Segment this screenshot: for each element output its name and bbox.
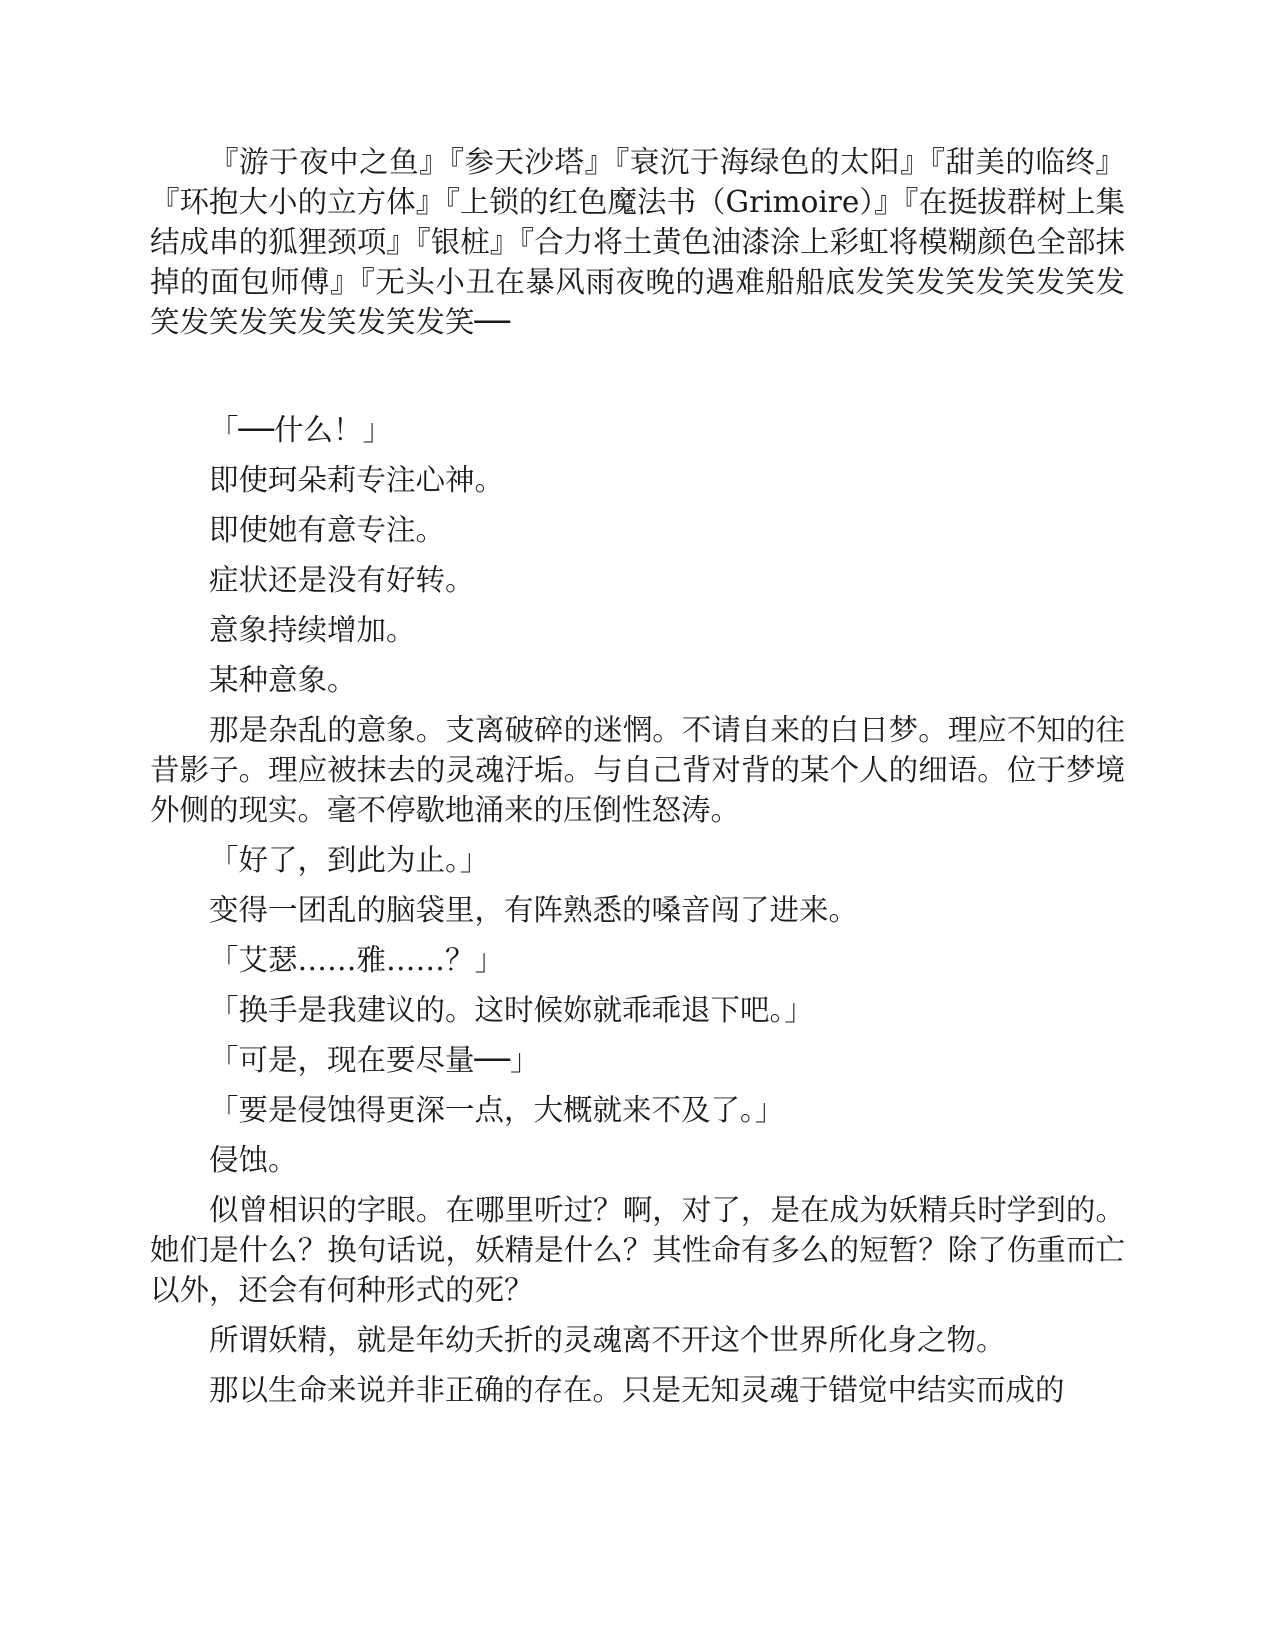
paragraph: 症状还是没有好转。 (209, 563, 475, 597)
paragraph: 意象持续增加。 (209, 613, 416, 647)
paragraph-dialogue: 「艾瑟……雅……？」 (209, 943, 505, 977)
paragraph-dialogue: 「好了，到此为止。」 (209, 843, 490, 877)
paragraph: 侵蚀。 (209, 1143, 298, 1177)
paragraph-dialogue: 「要是侵蚀得更深一点，大概就来不及了。」 (209, 1093, 785, 1127)
paragraph: 即使珂朵莉专注心神。 (209, 463, 505, 497)
paragraph: 那是杂乱的意象。支离破碎的迷惘。不请自来的白日梦。理应不知的往昔影子。理应被抹去的灵魂汙垢。与自己背对背的某个人的细语。位于梦境外侧的现实。毫不停歇地涌来的压倒性怒涛。 (150, 713, 1125, 827)
paragraph: 即使她有意专注。 (209, 513, 446, 547)
paragraph-imagery-list: 『游于夜中之鱼』『参天沙塔』『衰沉于海绿色的太阳』『甜美的临终』『环抱大小的立方体』『上锁的红色魔法书（Grimoire）』『在挺拔群树上集结成串的狐狸颈项』『银桩』『合力将土黄色油漆涂上彩虹将模糊颜色全部抹掉的面包师傅』『无头小丑在暴风雨夜晚的遇难船船底发笑发笑发笑发笑发笑发笑发笑发笑发笑发笑── (150, 145, 1125, 339)
paragraph: 变得一团乱的脑袋里，有阵熟悉的嗓音闯了进来。 (209, 893, 859, 927)
paragraph-dialogue: 「换手是我建议的。这时候妳就乖乖退下吧。」 (209, 993, 814, 1027)
paragraph: 那以生命来说并非正确的存在。只是无知灵魂于错觉中结实而成的 (209, 1373, 1065, 1407)
paragraph: 所谓妖精，就是年幼夭折的灵魂离不开这个世界所化身之物。 (209, 1323, 1006, 1357)
paragraph-dialogue: 「可是，现在要尽量──」 (209, 1043, 540, 1077)
paragraph: 某种意象。 (209, 663, 357, 697)
document-page (150, 142, 1125, 1420)
paragraph: 似曾相识的字眼。在哪里听过？啊，对了，是在成为妖精兵时学到的。她们是什么？换句话说，妖精是什么？其性命有多么的短暂？除了伤重而亡以外，还会有何种形式的死？ (150, 1193, 1125, 1307)
paragraph-dialogue: 「──什么！」 (209, 413, 393, 447)
section-break (150, 352, 1125, 410)
